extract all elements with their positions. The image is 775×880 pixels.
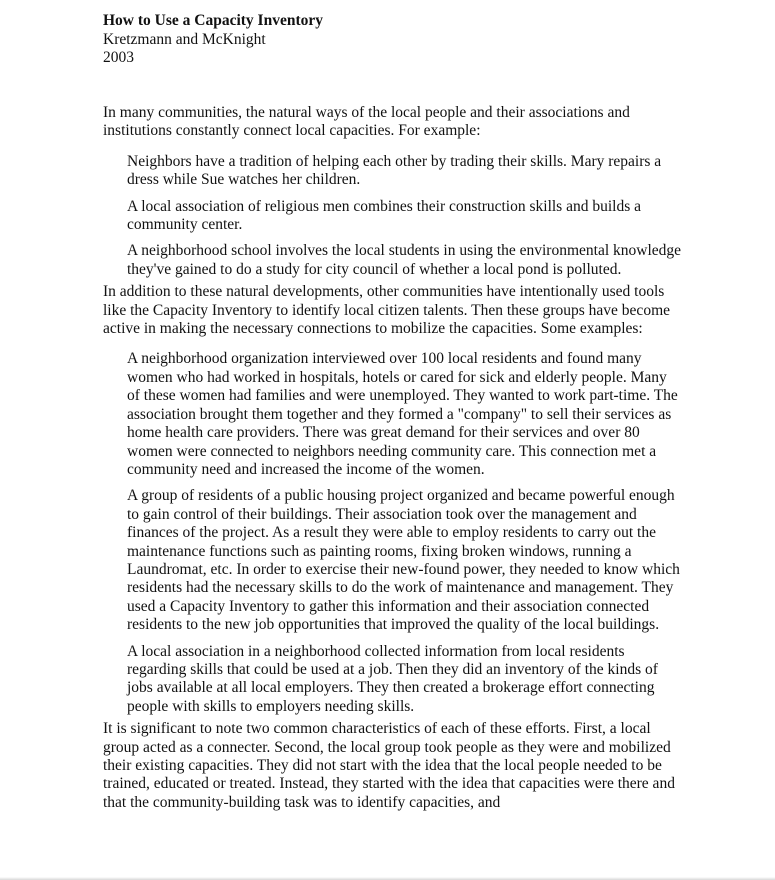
list-item: A group of residents of a public housing project organized and became powerful enough to gain control of their buildings. Their association took over the management and finances of the project. As a result they were able to employ residents to carry out the maintenance functions such as painting rooms, fixing broken windows, running a Laundromat, etc. In order to exercise their new-found power, they needed to know which residents had the necessary skills to do the work of maintenance and management. They used a Capacity Inventory to gather this information and their association connected residents to the new job opportunities that improved the quality of the local buildings.	[127, 487, 680, 634]
document-body	[103, 104, 683, 812]
natural-examples-list	[103, 153, 683, 279]
document-year: 2003	[103, 49, 134, 66]
transition-paragraph: In addition to these natural developments, other communities have intentionally used tools like the Capacity Inventory to identify local citizen talents. Then these groups have become active in making the necessary connections to mobilize the capacities. Some examples:	[103, 283, 670, 338]
intentional-examples-list	[103, 350, 683, 716]
intro-paragraph: In many communities, the natural ways of the local people and their associations and institutions constantly connect local capacities. For example:	[103, 104, 630, 140]
list-item: A local association of religious men combines their construction skills and builds a community center.	[127, 197, 641, 234]
conclusion-paragraph: It is significant to note two common characteristics of each of these efforts. First, a local group acted as a connecter. Second, the local group took people as they were and mobilized their existing capacities. They did not start with the idea that the local people needed to be trained, educated or treated. Instead, they started with the idea that capacities were there and that the community-building task was to identify capacities, and	[103, 720, 675, 811]
document-authors: Kretzmann and McKnight	[103, 30, 266, 48]
document-title: How to Use a Capacity Inventory	[103, 12, 323, 29]
list-item: A local association in a neighborhood collected information from local residents regarding skills that could be used at a job. Then they did an inventory of the kinds of jobs available at all local employers. They then created a brokerage effort connecting people with skills to employers needing skills.	[127, 642, 658, 715]
document-header	[103, 12, 323, 68]
list-item: A neighborhood school involves the local students in using the environmental knowledge they've gained to do a study for city council of whether a local pond is polluted.	[127, 242, 682, 278]
list-item: Neighbors have a tradition of helping each other by trading their skills. Mary repairs a dress while Sue watches her children.	[127, 152, 662, 189]
list-item: A neighborhood organization interviewed over 100 local residents and found many women who had worked in hospitals, hotels or cared for sick and elderly people. Many of these women had families and were unemployed. They wanted to work part-time. The association brought them together and they formed a "company" to sell their services as home health care providers. There was great demand for their services and over 80 women were connected to neighbors needing community care. This connection met a community need and increased the income of the women.	[127, 350, 678, 478]
